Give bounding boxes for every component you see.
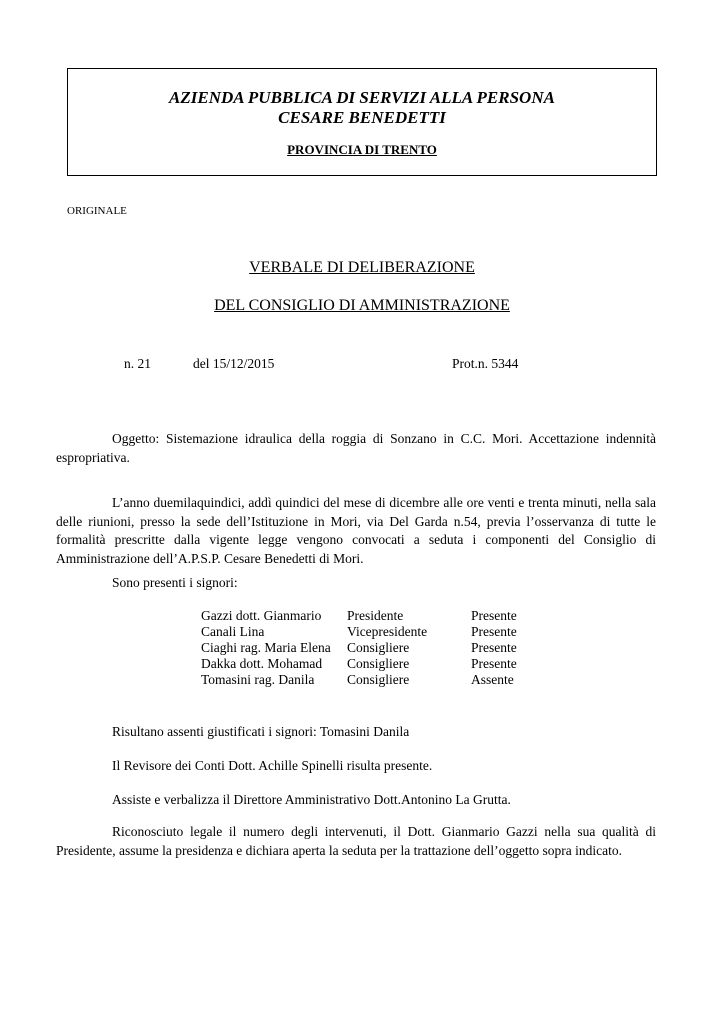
auditor-line: Il Revisore dei Conti Dott. Achille Spinelli risulta presente.: [112, 758, 433, 773]
member-name: Dakka dott. Mohamad: [201, 656, 323, 671]
opening-paragraph: L’anno duemilaquindici, addì quindici del mese di dicembre alle ore venti e trenta minuti, nella sala delle riunioni, presso la sede dell’Istituzione in Mori, via Del Garda n.54, previa l’osservanza di tutte le formalità prescritte dalla vigente legge vengono convocati a seduta i componenti del Consiglio di Amministrazione dell’A.P.S.P. Cesare Benedetti di Mori.: [56, 495, 656, 566]
member-name: Canali Lina: [201, 624, 265, 639]
member-name: Tomasini rag. Danila: [201, 672, 315, 687]
member-status: Presente: [471, 608, 517, 623]
document-title-line1: VERBALE DI DELIBERAZIONE: [249, 259, 475, 276]
organization-subname: CESARE BENEDETTI: [278, 108, 446, 127]
member-role: Vicepresidente: [347, 624, 428, 639]
deliberation-date: del 15/12/2015: [193, 356, 275, 371]
member-role: Presidente: [347, 608, 404, 623]
header-box: [67, 68, 657, 176]
document-type-label: ORIGINALE: [67, 205, 127, 217]
table-row: [201, 624, 517, 640]
table-row: [201, 608, 517, 624]
member-name: Gazzi dott. Gianmario: [201, 608, 322, 623]
closing-paragraph: Riconosciuto legale il numero degli intervenuti, il Dott. Gianmario Gazzi nella sua qualità di Presidente, assume la presidenza e dichiara aperta la seduta per la trattazione dell’oggetto sopra indicato.: [56, 824, 656, 858]
member-status: Presente: [471, 640, 517, 655]
secretary-line: Assiste e verbalizza il Direttore Amministrativo Dott.Antonino La Grutta.: [112, 792, 511, 807]
member-status: Assente: [471, 672, 514, 687]
document-title-line2: DEL CONSIGLIO DI AMMINISTRAZIONE: [214, 297, 510, 314]
table-row: [201, 640, 517, 656]
member-name: Ciaghi rag. Maria Elena: [201, 640, 331, 655]
member-status: Presente: [471, 624, 517, 639]
member-role: Consigliere: [347, 656, 410, 671]
member-role: Consigliere: [347, 672, 410, 687]
table-row: [201, 656, 517, 672]
member-status: Presente: [471, 656, 517, 671]
organization-name: AZIENDA PUBBLICA DI SERVIZI ALLA PERSONA: [169, 88, 555, 107]
protocol-number: Prot.n. 5344: [452, 356, 519, 371]
deliberation-number: n. 21: [124, 356, 151, 371]
table-row: [201, 672, 517, 688]
absent-justified-line: Risultano assenti giustificati i signori: Tomasini Danila: [112, 724, 410, 739]
province-label: PROVINCIA DI TRENTO: [287, 142, 437, 157]
members-table: [201, 608, 517, 688]
member-role: Consigliere: [347, 640, 410, 655]
present-intro: Sono presenti i signori:: [112, 575, 238, 590]
subject-paragraph: Oggetto: Sistemazione idraulica della roggia di Sonzano in C.C. Mori. Accettazione indennità espropriativa.: [56, 431, 656, 465]
